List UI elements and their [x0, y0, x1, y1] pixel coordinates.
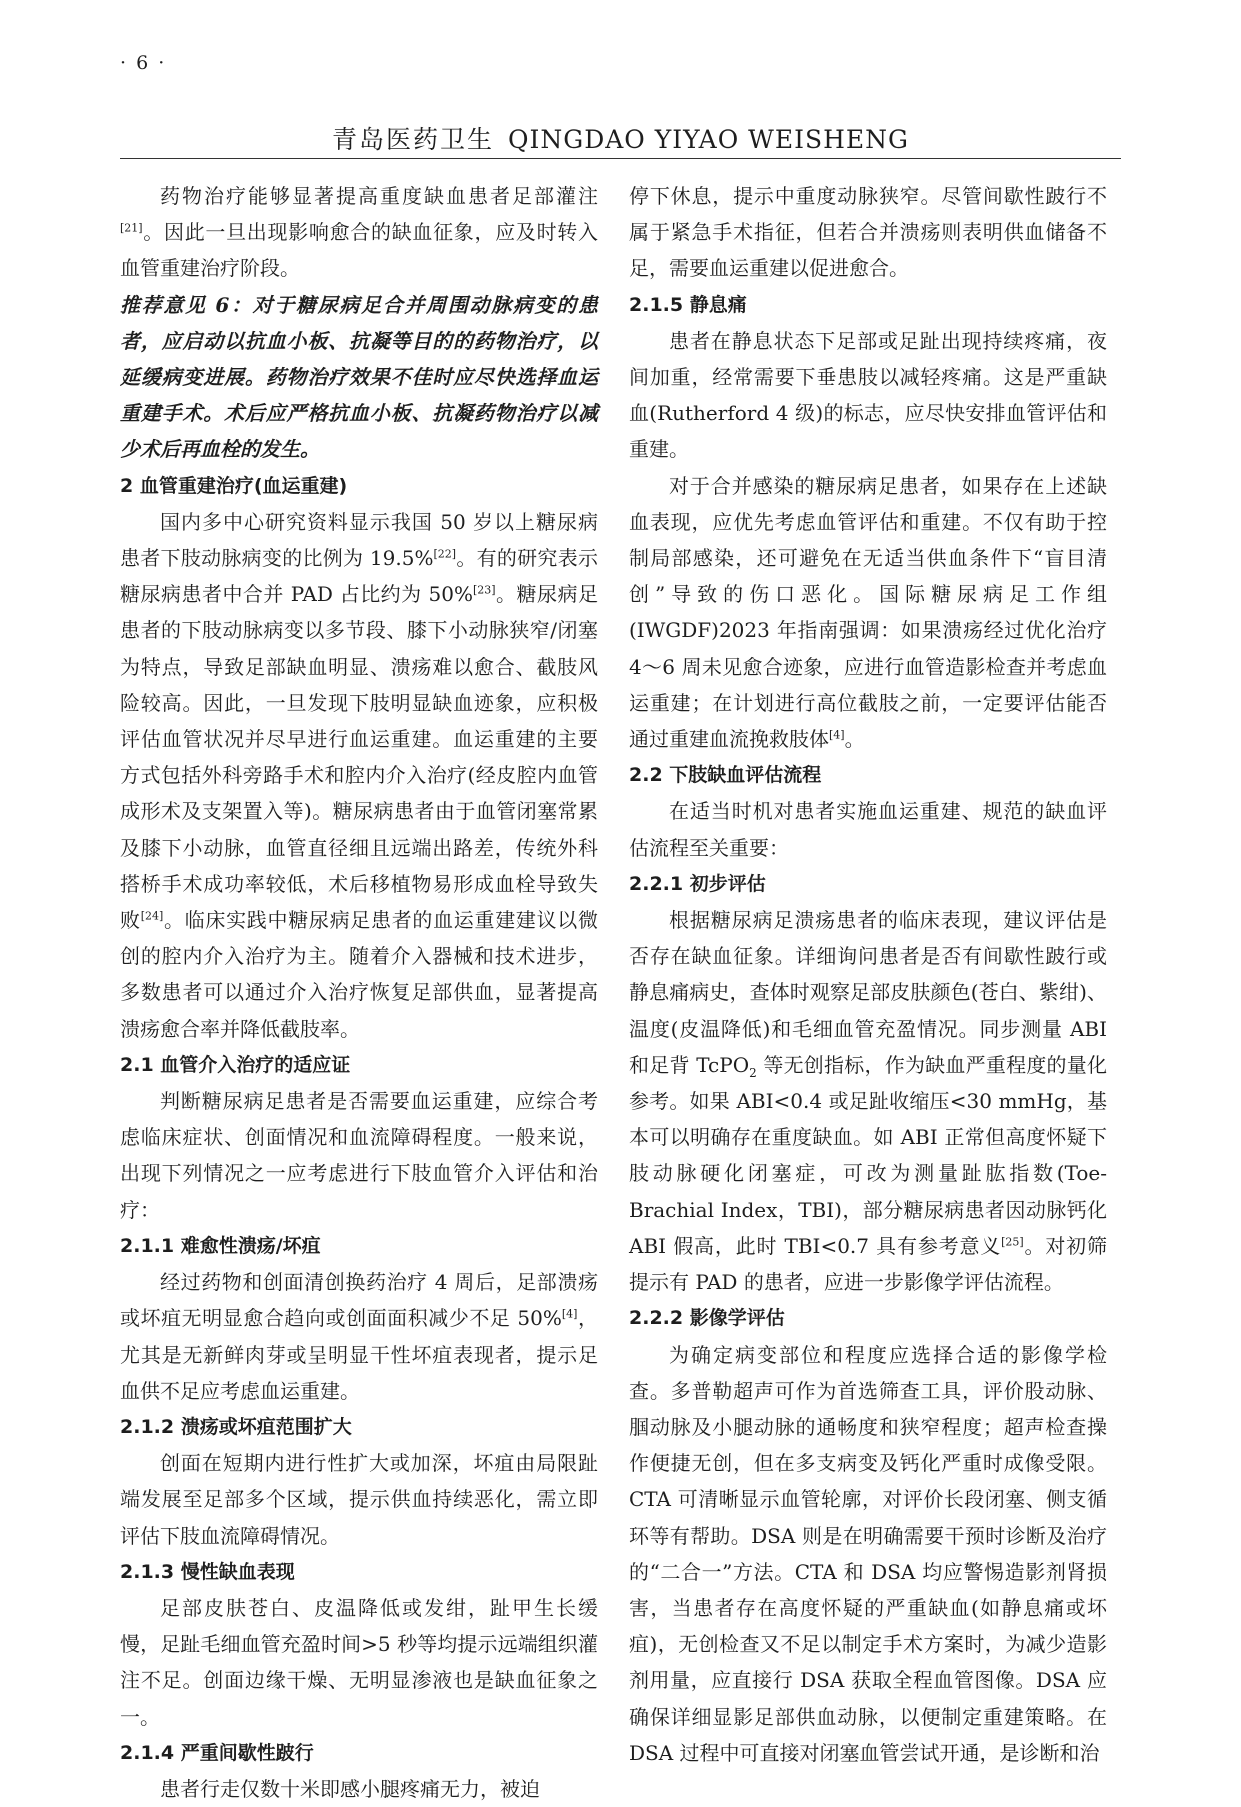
section-heading-2-2-2: 2.2.2 影像学评估 [629, 1307, 785, 1330]
right-column [629, 178, 1107, 1771]
citation: [4] [829, 728, 845, 742]
citation: [23] [472, 583, 496, 597]
citation: [25] [1001, 1235, 1024, 1249]
section-heading-2-1-4: 2.1.4 严重间歇性跛行 [120, 1741, 314, 1764]
section-heading-2: 2 血管重建治疗(血运重建) [120, 474, 348, 497]
paragraph: 判断糖尿病足患者是否需要血运重建，应综合考虑临床症状、创面情况和血流障碍程度。一般来说，出现下列情况之一应考虑进行下肢血管介入评估和治疗： [120, 1089, 598, 1222]
section-heading-2-1-1: 2.1.1 难愈性溃疡/坏疽 [120, 1234, 321, 1257]
header-rule [120, 158, 1121, 159]
paragraph: 患者在静息状态下足部或足趾出现持续疼痛，夜间加重，经常需要下垂患肢以减轻疼痛。这是严重缺血(Rutherford 4 级)的标志，应尽快安排血管评估和重建。 [629, 328, 1107, 462]
paragraph: 停下休息，提示中重度动脉狭窄。尽管间歇性跛行不属于紧急手术指征，但若合并溃疡则表明供血储备不足，需要血运重建以促进愈合。 [629, 184, 1107, 281]
paragraph: 国内多中心研究资料显示我国 50 岁以上糖尿病患者下肢动脉病变的比例为 19.5%[22]。有的研究表示糖尿病患者中合并 PAD 占比约为 50%[23]。糖尿病足患者的下肢动脉病变以多节段、膝下小动脉狭窄/闭塞为特点，导致足部缺血明显、溃疡难以愈合、截肢风险较高。因此，一旦发现下肢明显缺血迹象，应积极评估血管状况并尽早进行血运重建。血运重建的主要方式包括外科旁路手术和腔内介入治疗(经皮腔内血管成形术及支架置入等)。糖尿病患者由于血管闭塞常累及膝下小动脉，血管直径细且远端出路差，传统外科搭桥手术成功率较低，术后移植物易形成血栓导致失败[24]。临床实践中糖尿病足患者的血运重建建议以微创的腔内介入治疗为主。随着介入器械和技术进步，多数患者可以通过介入治疗恢复足部供血，显著提高溃疡愈合率并降低截肢率。 [120, 509, 599, 1041]
citation: [24] [140, 909, 164, 923]
section-heading-2-1-5: 2.1.5 静息痛 [629, 293, 747, 316]
journal-title-en: QINGDAO YIYAO WEISHENG [507, 125, 910, 154]
paragraph: 药物治疗能够显著提高重度缺血患者足部灌注[21]。因此一旦出现影响愈合的缺血征象，应及时转入血管重建治疗阶段。 [120, 184, 598, 281]
section-heading-2-1-2: 2.1.2 溃疡或坏疽范围扩大 [120, 1415, 352, 1438]
paragraph: 足部皮肤苍白、皮温降低或发绀，趾甲生长缓慢，足趾毛细血管充盈时间>5 秒等均提示远端组织灌注不足。创面边缘干燥、无明显渗液也是缺血征象之一。 [120, 1595, 598, 1729]
citation: [22] [433, 547, 457, 561]
paragraph: 患者行走仅数十米即感小腿疼痛无力，被迫 [160, 1776, 540, 1801]
section-heading-2-2: 2.2 下肢缺血评估流程 [629, 764, 822, 787]
paragraph: 在适当时机对患者实施血运重建、规范的缺血评估流程至关重要： [629, 799, 1107, 860]
running-header [120, 120, 1121, 156]
paragraph: 对于合并感染的糖尿病足患者，如果存在上述缺血表现，应优先考虑血管评估和重建。不仅有助于控制局部感染，还可避免在无适当供血条件下“盲目清创”导致的伤口恶化。国际糖尿病足工作组(IWGDF)2023 年指南强调：如果溃疡经过优化治疗 4～6 周未见愈合迹象，应进行血管造影检查并考虑血运重建；在计划进行高位截肢之前，一定要评估能否通过重建血流挽救肢体[4]。 [629, 473, 1107, 752]
journal-title-cn: 青岛医药卫生 [331, 125, 494, 154]
paragraph: 经过药物和创面清创换药治疗 4 周后，足部溃疡或坏疽无明显愈合趋向或创面面积减少不足 50%[4]，尤其是无新鲜肉芽或呈明显干性坏疽表现者，提示足血供不足应考虑血运重建。 [120, 1270, 599, 1403]
recommendation-6: 推荐意见 6：对于糖尿病足合并周围动脉病变的患者，应启动以抗血小板、抗凝等目的的药物治疗，以延缓病变进展。药物治疗效果不佳时应尽快选择血运重建手术。术后应严格抗血小板、抗凝药物治疗以减少术后再血栓的发生。 [120, 292, 598, 462]
paragraph: 为确定病变部位和程度应选择合适的影像学检查。多普勒超声可作为首选筛查工具，评价股动脉、腘动脉及小腿动脉的通畅度和狭窄程度；超声检查操作便捷无创，但在多支病变及钙化严重时成像受限。CTA 可清晰显示血管轮廓，对评价长段闭塞、侧支循环等有帮助。DSA 则是在明确需要干预时诊断及治疗的“二合一”方法。CTA 和 DSA 均应警惕造影剂肾损害，当患者存在高度怀疑的严重缺血(如静息痛或坏疽)，无创检查又不足以制定手术方案时，为减少造影剂用量，应直接行 DSA 获取全程血管图像。DSA 应确保详细显影足部供血动脉，以便制定重建策略。在 DSA 过程中可直接对闭塞血管尝试开通，是诊断和治 [629, 1342, 1107, 1765]
left-column [120, 178, 598, 1807]
section-heading-2-1-3: 2.1.3 慢性缺血表现 [120, 1560, 295, 1583]
page-number: · 6 · [120, 52, 167, 74]
section-heading-2-1: 2.1 血管介入治疗的适应证 [120, 1053, 351, 1076]
section-heading-2-2-1: 2.2.1 初步评估 [629, 872, 766, 895]
paragraph: 创面在短期内进行性扩大或加深，坏疽由局限趾端发展至足部多个区域，提示供血持续恶化，需立即评估下肢血流障碍情况。 [120, 1451, 598, 1548]
paragraph: 根据糖尿病足溃疡患者的临床表现，建议评估是否存在缺血征象。详细询问患者是否有间歇性跛行或静息痛病史，查体时观察足部皮肤颜色(苍白、紫绀)、温度(皮温降低)和毛细血管充盈情况。同步测量 ABI 和足背 TcPO$_2$ 等无创指标，作为缺血严重程度的量化参考。如果 ABI<0.4 或足趾收缩压<30 mmHg，基本可以明确存在重度缺血。如 ABI 正常但高度怀疑下肢动脉硬化闭塞症，可改为测量趾肱指数(Toe-Brachial Index，TBI)，部分糖尿病患者因动脉钙化 ABI 假高，此时 TBI<0.7 具有参考意义[25]。对初筛提示有 PAD 的患者，应进一步影像学评估流程。 [629, 908, 1108, 1295]
citation: [21] [120, 221, 143, 235]
subscript: 2 [749, 1065, 757, 1080]
citation: [4] [561, 1307, 578, 1321]
